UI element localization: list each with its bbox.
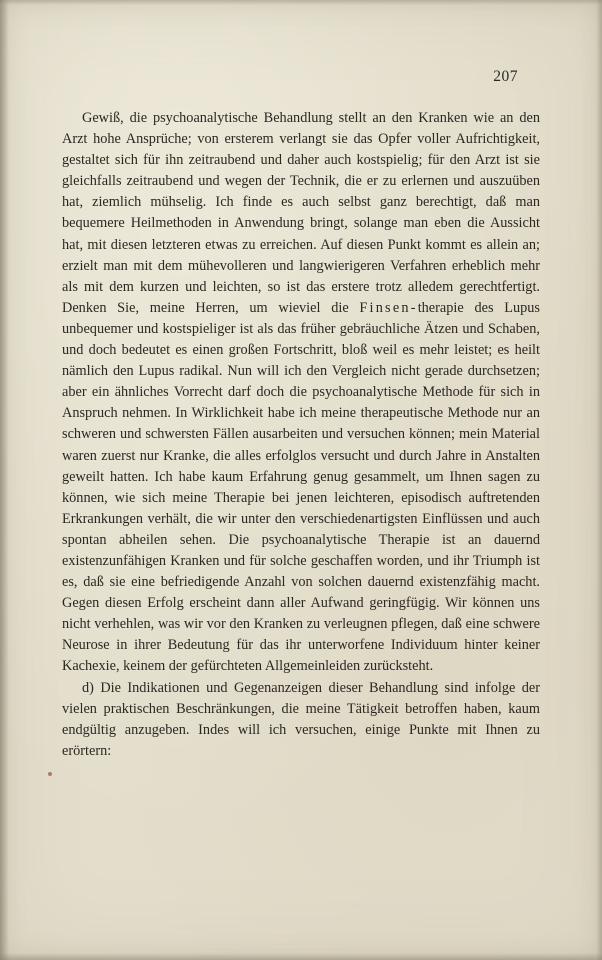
page-edge-right bbox=[596, 0, 602, 960]
paragraph-main-part-2: therapie des Lupus unbequemer und kostspieliger ist als das früher gebräuchliche Ätzen und Schaben, und doch bedeutet es einen großen Fortschritt, bloß weil es mehr leistet; es heilt nämlich den Lupus radikal. Nun will ich den Vergleich nicht gerade durchsetzen; aber ein ähnliches Vorrecht darf doch die psychoanalytische Methode für sich in Anspruch nehmen. In Wirklichkeit habe ich meine therapeutische Methode nur an schweren und schwersten Fällen ausarbeiten und versuchen können; mein Material waren zuerst nur Kranke, die alles erfolglos versucht und durch Jahre in Anstalten geweilt hatten. Ich habe kaum Erfahrung genug gesammelt, um Ihnen sagen zu können, wie sich meine Therapie bei jenen leichteren, episodisch auftretenden Erkrankungen verhält, die wir unter den verschiedenartigsten Einflüssen und auch spontan abheilen sehen. Die psychoanalytische Therapie ist an dauernd existenzunfähigen Kranken und für solche geschaffen worden, und ihr Triumph ist es, daß sie eine befriedigende Anzahl von solchen dauernd existenzfähig macht. Gegen diesen Erfolg erscheint dann aller Aufwand geringfügig. Wir können uns nicht verhehlen, was wir vor den Kranken zu verleugnen pflegen, daß eine schwere Neurose in ihrer Bedeutung für das ihr unterworfene Individuum hinter keiner Kachexie, keinem der gefürchteten Allgemeinleiden zurücksteht. bbox=[62, 299, 540, 675]
page-edge-top bbox=[0, 0, 602, 5]
page-edge-bottom bbox=[0, 953, 602, 960]
paragraph-main-part-1: Gewiß, die psychoanalytische Behandlung stellt an den Kranken wie an den Arzt hohe Ansprüche; von ersterem verlangt sie das Opfer voller Aufrichtigkeit, gestaltet sich für ihn zeitraubend und daher auch kostspielig; für den Arzt ist sie gleichfalls zeitraubend und wegen der Technik, die er zu erlernen und auszuüben hat, ziemlich mühselig. Ich finde es auch selbst ganz berechtigt, daß man bequemere Heilmethoden in Anwendung bringt, solange man eben die Aussicht hat, mit diesen letzteren etwas zu erreichen. Auf diesen Punkt kommt es allein an; erzielt man mit dem mühevolleren und langwierigeren Verfahren erheblich mehr als mit dem kurzen und leichten, so ist das erstere trotz alledem gerechtfertigt. Denken Sie, meine Herren, um wieviel die bbox=[62, 110, 540, 316]
page-number: 207 bbox=[493, 68, 518, 85]
page-edge-left bbox=[0, 0, 9, 960]
paragraph-section-d: d) Die Indikationen und Gegenanzeigen dieser Behandlung sind infolge der vielen praktischen Beschränkungen, die meine Tätigkeit betroffen haben, kaum endgültig anzugeben. Indes will ich versuchen, einige Punkte mit Ihnen zu erörtern: bbox=[62, 679, 540, 759]
emphasized-term-finsen: Finsen- bbox=[359, 299, 418, 316]
paragraph-main bbox=[62, 108, 540, 678]
ink-speck bbox=[48, 772, 52, 776]
page-text-block bbox=[62, 108, 540, 762]
